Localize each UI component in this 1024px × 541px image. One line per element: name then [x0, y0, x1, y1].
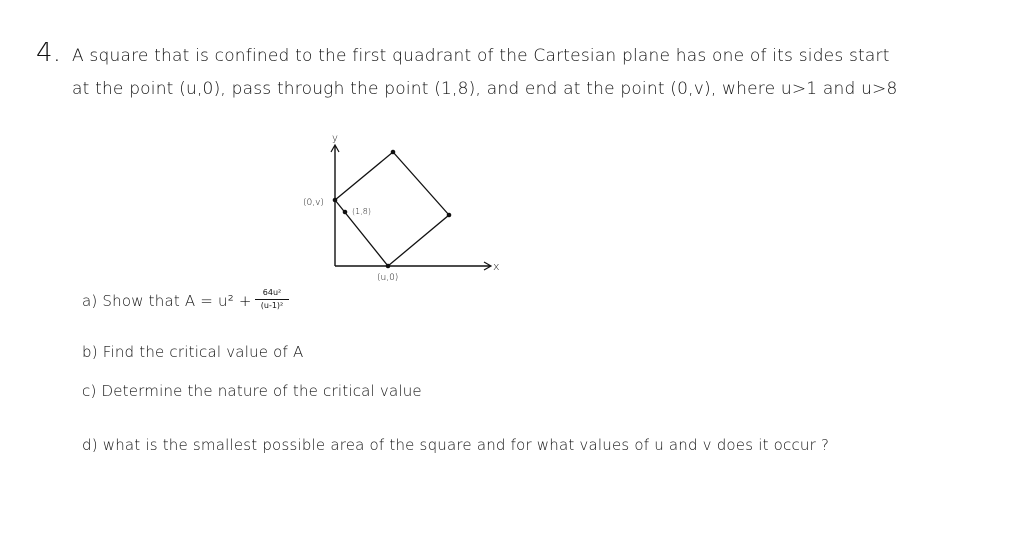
x-axis-label: x	[493, 260, 500, 273]
point-0v-label: (0,v)	[303, 198, 324, 208]
part-b-text: b) Find the critical value of A	[82, 343, 304, 361]
part-a-fraction	[255, 288, 289, 311]
problem-statement-line-2: at the point (u,0), pass through the point (1,8), and end at the point (0,v), where u>1 and u>8	[72, 79, 898, 99]
part-a-text: a) Show that A = u² +	[82, 292, 252, 310]
vertex-u0	[386, 264, 391, 269]
vertex-0v	[333, 198, 338, 203]
problem-statement-line-1: A square that is confined to the first quadrant of the Cartesian plane has one of its sides start	[72, 46, 890, 66]
part-d-text: d) what is the smallest possible area of the square and for what values of u and v does it occur ?	[82, 436, 830, 454]
fraction-numerator: 64u²	[262, 288, 282, 297]
point-u0-label: (u,0)	[377, 273, 399, 283]
vertex-top	[391, 150, 396, 155]
question-number: 4.	[36, 38, 62, 68]
fraction-bar	[255, 299, 289, 300]
point-18-label: (1,8)	[352, 207, 371, 216]
y-axis-label: y	[332, 133, 338, 144]
part-c-text: c) Determine the nature of the critical value	[82, 382, 422, 400]
point-18	[343, 210, 348, 215]
vertex-right	[447, 213, 452, 218]
fraction-denominator: (u-1)²	[260, 301, 284, 310]
